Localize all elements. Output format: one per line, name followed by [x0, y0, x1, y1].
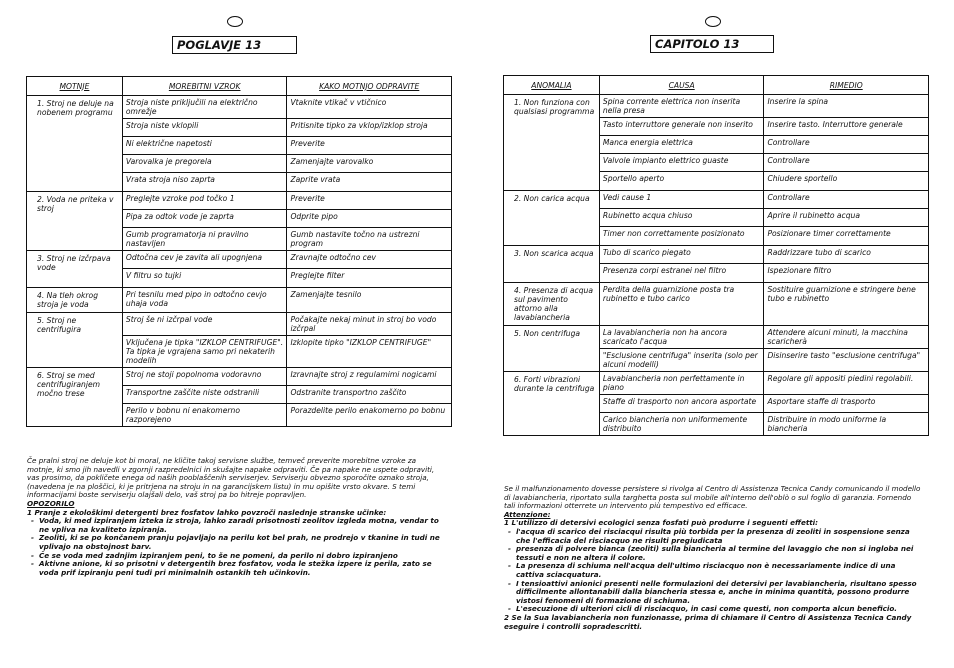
remedy-cell: [287, 288, 452, 313]
cause-text: Vedi cause 1: [600, 191, 764, 209]
cause-text: Tasto interruttore generale non inserito: [600, 118, 764, 136]
table-row: [27, 192, 452, 251]
right-page: [477, 0, 954, 668]
table-row: [504, 191, 929, 246]
cause-cell: [599, 246, 764, 283]
cause-text: Gumb programatorja ni pravilno nastavljen: [125, 230, 249, 248]
cause-text: Stroj še ni izčrpal vode: [123, 313, 287, 336]
remedy-text: Distribuire in modo uniforme la biancheria: [767, 415, 887, 433]
cause-cell: [122, 313, 287, 368]
remedy-cell: [287, 313, 452, 368]
warning-second: 2 Se la Sua lavabiancheria non funzionasse, prima di chiamare il Centro di Assistenza Tecnica Candy eseguire i controlli sopradescritti.: [504, 612, 912, 631]
cause-text: Transportne zaščite niste odstranili: [123, 386, 287, 404]
cause-text: Vključena je tipka "IZKLOP CENTRIFUGE". Ta tipka je vgrajena samo pri nekaterih modelih: [125, 338, 284, 365]
cause-text: Stroja niste priključili na električno omrežje: [123, 96, 287, 119]
cause-text: Rubinetto acqua chiuso: [600, 209, 764, 227]
chapter-title: POGLAVJE 13: [172, 36, 297, 54]
header-cause: CAUSA: [599, 76, 764, 95]
cause-text: Vrata stroja niso zaprta: [125, 175, 215, 184]
problem-cell: 5. Non centrifuga: [504, 326, 600, 372]
remedy-text: Asportare staffe di trasporto: [764, 395, 928, 413]
warning-title: OPOZORILO: [27, 498, 75, 508]
cause-cell: [599, 283, 764, 326]
remedy-text: Posizionare timer correttamente: [767, 229, 891, 238]
cause-text: Staffe di trasporto non ancora asportate: [600, 395, 764, 413]
remedy-text: Zamenjajte tesnilo: [290, 290, 362, 299]
cause-cell: [599, 191, 764, 246]
remedy-text: Preglejte filter: [290, 271, 345, 280]
remedy-text: Controllare: [764, 191, 928, 209]
intro-text: Če pralni stroj ne deluje kot bi moral, ne kličite takoj servisne službe, temveč preverite morebitne vzroke za motnje, ki smo jih navedli v zgornji razpredelnici in skušajte napake odpraviti. Če pa napake ne uspete odpraviti, vas prosimo, da pokličete enega od naših pooblaščenih serviserjev. Serviserju obvezno sporočite oznako stroja, (navedena je na ploščici, ki je pritrjena na stroju in na garancijskem listu) in mu opišite vrsto okvare. S temi informacijami boste serviserju olajšali delo, vaš stroj pa bo hitreje popravljen.: [27, 456, 435, 500]
remedy-text: Ispezionare filtro: [767, 266, 832, 275]
header-remedy: KAKO MOTNJO ODPRAVITE: [287, 77, 452, 96]
remedy-cell: [764, 246, 929, 283]
remedy-cell: [764, 191, 929, 246]
cause-text: Stroj ne stoji popolnoma vodoravno: [123, 368, 287, 386]
remedy-cell: [287, 96, 452, 192]
warning-item: - presenza di polvere bianca (zeoliti) sulla biancheria al termine del lavaggio che non si ingloba nei tessuti e non ne altera il colore.: [504, 545, 924, 562]
warning-list: [504, 528, 924, 614]
remedy-text: Preverite: [287, 137, 451, 155]
troubleshooting-table: [26, 76, 452, 427]
remedy-cell: [764, 283, 929, 326]
warning-item: - Zeoliti, ki se po končanem pranju pojavljajo na perilu kot bel prah, ne prodrejo v tkanine in tudi ne vplivajo na obstojnost barv.: [27, 534, 445, 551]
cause-text: Carico biancheria non uniformemente distribuito: [602, 415, 748, 433]
problem-cell: 3. Stroj ne izčrpava vode: [27, 251, 123, 288]
cause-text: Pipa za odtok vode je zaprta: [123, 210, 287, 228]
remedy-text: Izklopite tipko "IZKLOP CENTRIFUGE": [290, 338, 432, 347]
remedy-text: Zravnajte odtočno cev: [287, 251, 451, 269]
cause-text: Perdita della guarnizione posta tra rubinetto e tubo carico: [602, 285, 735, 303]
remedy-text: Zaprite vrata: [290, 175, 341, 184]
table-row: [504, 95, 929, 191]
page-number-oval: [705, 16, 721, 27]
cause-text: Lavabiancheria non perfettamente in piano: [600, 372, 764, 395]
remedy-text: Pritisnite tipko za vklop/izklop stroja: [287, 119, 451, 137]
remedy-text: Chiudere sportello: [767, 174, 838, 183]
warning-item: - La presenza di schiuma nell'acqua dell'ultimo risciacquo non è necessariamente indice di una cattiva sciacquatura.: [504, 562, 924, 579]
warning-item: - L'esecuzione di ulteriori cicli di risciacquo, in casi come questi, non comporta alcun beneficio.: [504, 605, 924, 614]
cause-cell: [122, 288, 287, 313]
header-problem: MOTNJE: [27, 77, 123, 96]
cause-text: Ni električne napetosti: [123, 137, 287, 155]
warning-item: - l'acqua di scarico dei risciacqui risulta più torbida per la presenza di zeoliti in sospensione senza che l'efficacia del risciacquo ne risulti pregiudicata: [504, 528, 924, 545]
problem-cell: 5. Stroj ne centrifugira: [27, 313, 123, 368]
warning-item: - Voda, ki med izpiranjem izteka iz stroja, lahko zaradi prisotnosti zeolitov izgleda motna, vendar to ne vpliva na kvaliteto izpiranja.: [27, 517, 445, 534]
table-row: [27, 251, 452, 288]
warning-item: - Če se voda med zadnjim izpiranjem peni, to še ne pomeni, da perilo ni dobro izpiranjeno: [27, 552, 445, 561]
remedy-text: Odprite pipo: [287, 210, 451, 228]
cause-text: La lavabiancheria non ha ancora scaricato l'acqua: [600, 326, 764, 349]
page-number-oval: [227, 16, 243, 27]
remedy-cell: [287, 251, 452, 288]
problem-cell: 3. Non scarica acqua: [504, 246, 600, 283]
problem-cell: 4. Presenza di acqua sul pavimento attorno alla lavabiancheria: [504, 283, 600, 326]
remedy-text: Vtaknite vtikač v vtičnico: [287, 96, 451, 119]
remedy-text: Attendere alcuni minuti, la macchina scaricherà: [764, 326, 928, 349]
remedy-text: Sostituire guarnizione e stringere bene tubo e rubinetto: [767, 285, 916, 303]
cause-text: V filtru so tujki: [125, 271, 182, 280]
table-row: [504, 246, 929, 283]
remedy-cell: [287, 192, 452, 251]
troubleshooting-table: [503, 75, 929, 436]
remedy-text: Zamenjajte varovalko: [287, 155, 451, 173]
remedy-text: Disinserire tasto "esclusione centrifuga": [767, 351, 921, 360]
table-row: [27, 96, 452, 192]
problem-cell: 6. Forti vibrazioni durante la centrifuga: [504, 372, 600, 436]
cause-text: Tubo di scarico piegato: [600, 246, 764, 264]
table-row: [27, 368, 452, 427]
remedy-cell: [764, 372, 929, 436]
problem-cell: 2. Voda ne priteka v stroj: [27, 192, 123, 251]
cause-text: Varovalka je pregorela: [123, 155, 287, 173]
table-row: [504, 283, 929, 326]
remedy-text: Izravnajte stroj z regulamimi nogicami: [287, 368, 451, 386]
remedy-text: Počakajte nekaj minut in stroj bo vodo izčrpal: [287, 313, 451, 336]
intro-text: Se il malfunzionamento dovesse persistere si rivolga al Centro di Assistenza Tecnica Candy comunicando il modello di lavabiancheria, riportato sulla targhetta posta sul mobile all'interno dell'oblò o sul foglio di garanzia. Fornendo tali informazioni otterrete un intervento più tempestivo ed efficace.: [504, 484, 921, 511]
warning-item: - Aktivne anione, ki so prisotni v detergentih brez fosfatov, voda le stežka izpere iz perila, zato se voda prif izpiranju peni tudi pri minimalnih ostankih teh učinkovin.: [27, 560, 445, 577]
cause-cell: [599, 95, 764, 191]
table-row: [504, 372, 929, 436]
cause-cell: [599, 326, 764, 372]
remedy-text: Controllare: [764, 154, 928, 172]
cause-cell: [599, 372, 764, 436]
problem-cell: 1. Stroj ne deluje na nobenem programu: [27, 96, 123, 192]
header-remedy: RIMEDIO: [764, 76, 929, 95]
warning-item: - I tensioattivi anionici presenti nelle formulazioni dei detersivi per lavabiancheria, risultano spesso difficilmente allontanabili dalla biancheria stessa e, anche in minima quantità, possono produrre vistosi fenomeni di formazione di schiuma.: [504, 580, 924, 606]
remedy-text: Porazdelite perilo enakomerno po bobnu: [290, 406, 446, 415]
cause-cell: [122, 192, 287, 251]
notes: [27, 457, 445, 577]
remedy-text: Controllare: [764, 136, 928, 154]
cause-text: Presenza corpi estranei nel filtro: [602, 266, 727, 275]
cause-text: "Esclusione centrifuga" inserita (solo per alcuni modelli): [602, 351, 758, 369]
remedy-cell: [287, 368, 452, 427]
remedy-text: Inserire la spina: [764, 95, 928, 118]
warning-title: Attenzione:: [504, 509, 551, 519]
remedy-text: Odstranite transportno zaščito: [287, 386, 451, 404]
remedy-text: Inserire tasto. Interruttore generale: [764, 118, 928, 136]
header-cause: MOREBITNI VZROK: [122, 77, 287, 96]
remedy-cell: [764, 95, 929, 191]
remedy-cell: [764, 326, 929, 372]
table-row: [27, 313, 452, 368]
cause-cell: [122, 96, 287, 192]
cause-text: Preglejte vzroke pod točko 1: [123, 192, 287, 210]
cause-cell: [122, 251, 287, 288]
remedy-text: Raddrizzare tubo di scarico: [764, 246, 928, 264]
cause-text: Odtočna cev je zavita ali upognjena: [123, 251, 287, 269]
cause-text: Stroja niste vklopili: [123, 119, 287, 137]
notes: [504, 485, 924, 631]
table-row: [27, 288, 452, 313]
warning-lead: 1 Pranje z ekološkimi detergenti brez fosfatov lahko povzroči naslednje stranske učinke:: [27, 507, 387, 517]
cause-text: Pri tesnilu med pipo in odtočno cevjo uhaja voda: [125, 290, 267, 308]
remedy-text: Aprire il rubinetto acqua: [764, 209, 928, 227]
cause-text: Manca energia elettrica: [600, 136, 764, 154]
remedy-text: Preverite: [287, 192, 451, 210]
chapter-title: CAPITOLO 13: [650, 35, 774, 53]
problem-cell: 6. Stroj se med centrifugiranjem močno trese: [27, 368, 123, 427]
warning-list: [27, 517, 445, 577]
problem-cell: 4. Na tleh okrog stroja je voda: [27, 288, 123, 313]
remedy-text: Regolare gli appositi piedini regolabili.: [764, 372, 928, 395]
table-row: [504, 326, 929, 372]
cause-text: Timer non correttamente posizionato: [602, 229, 745, 238]
cause-cell: [122, 368, 287, 427]
cause-text: Spina corrente elettrica non inserita nella presa: [600, 95, 764, 118]
warning-lead: 1 L'utilizzo di detersivi ecologici senza fosfati può produrre i seguenti effetti:: [504, 518, 819, 528]
cause-text: Perilo v bobnu ni enakomerno razporejeno: [125, 406, 240, 424]
problem-cell: 2. Non carica acqua: [504, 191, 600, 246]
cause-text: Sportello aperto: [602, 174, 665, 183]
problem-cell: 1. Non funziona con qualsiasi programma: [504, 95, 600, 191]
header-problem: ANOMALIA: [504, 76, 600, 95]
remedy-text: Gumb nastavite točno na ustrezni program: [290, 230, 420, 248]
cause-text: Valvole impianto elettrico guaste: [600, 154, 764, 172]
